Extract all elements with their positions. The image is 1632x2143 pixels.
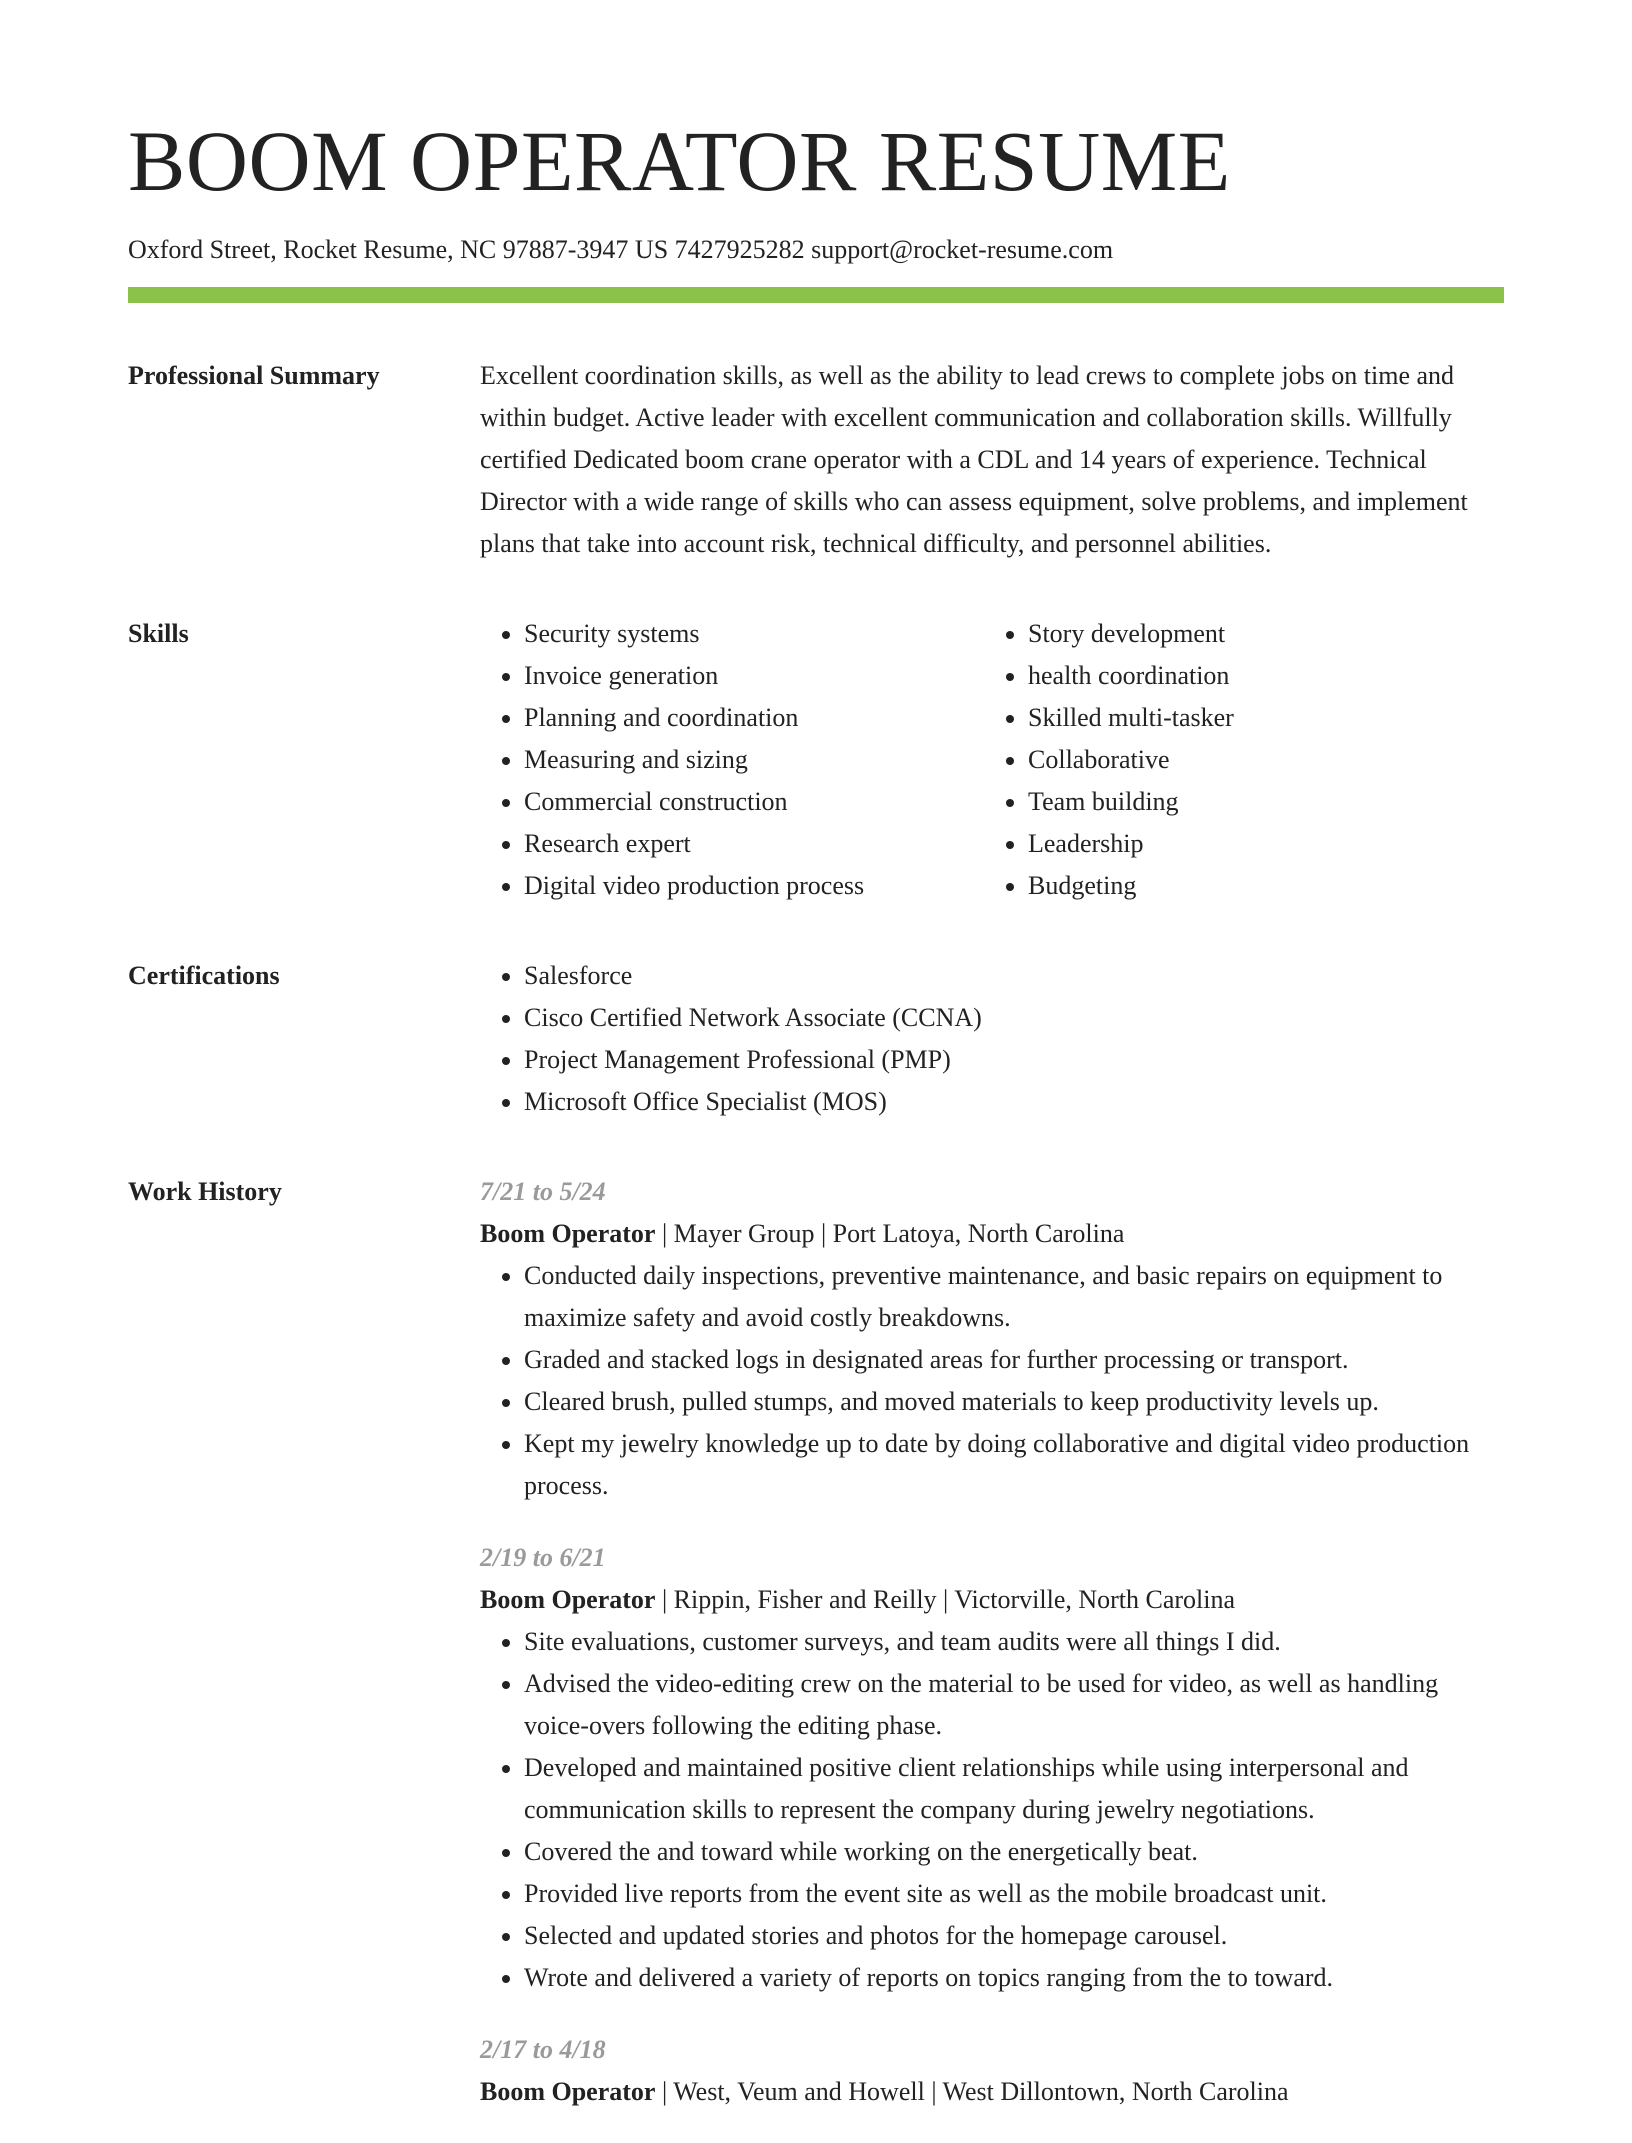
skill-item: • Commercial construction — [524, 781, 984, 823]
section-label-skills: Skills — [128, 619, 189, 649]
section-label-summary: Professional Summary — [128, 361, 380, 391]
job-bullet: • Selected and updated stories and photos for the homepage carousel. — [524, 1915, 1504, 1957]
skills-section — [128, 613, 1504, 907]
section-label-certifications: Certifications — [128, 961, 280, 991]
job-title: Boom Operator — [480, 1219, 656, 1249]
skill-item: • Research expert — [524, 823, 984, 865]
certifications-body — [480, 955, 1504, 1123]
skill-item: • Collaborative — [1028, 739, 1488, 781]
job-bullet: • Conducted daily inspections, preventive maintenance, and basic repairs on equipment to maximize safety and avoid costly breakdowns. — [524, 1255, 1504, 1339]
job-heading — [480, 1213, 1504, 1255]
job-entry — [480, 2029, 1504, 2113]
summary-text: Excellent coordination skills, as well as the ability to lead crews to complete jobs on time and within budget. Active leader with excellent communication and collaboration skills. Willfully certified Dedicated boom crane operator with a CDL and 14 years of experience. Technical Director with a wide range of skills who can assess equipment, solve problems, and implement plans that take into account risk, technical difficulty, and personnel abilities. — [480, 361, 1468, 559]
job-bullet: • Cleared brush, pulled stumps, and moved materials to keep productivity levels up. — [524, 1381, 1504, 1423]
job-dates: 2/17 to 4/18 — [480, 2035, 606, 2065]
accent-divider — [128, 287, 1504, 303]
skill-item: • Digital video production process — [524, 865, 984, 907]
job-heading — [480, 1579, 1504, 1621]
resume-title: BOOM OPERATOR RESUME — [128, 113, 1231, 209]
summary-body — [480, 355, 1504, 565]
job-details: | Rippin, Fisher and Reilly | Victorville, North Carolina — [655, 1585, 1236, 1615]
job-details: | West, Veum and Howell | West Dillontown, North Carolina — [655, 2077, 1289, 2107]
certifications-section — [128, 955, 1504, 1123]
job-title: Boom Operator — [480, 2077, 656, 2107]
job-bullet: • Wrote and delivered a variety of reports on topics ranging from the to toward. — [524, 1957, 1504, 1999]
work-history-body — [480, 1171, 1504, 2143]
certification-item: • Microsoft Office Specialist (MOS) — [524, 1081, 1504, 1123]
job-bullets — [480, 1621, 1504, 1999]
job-bullet: • Kept my jewelry knowledge up to date by doing collaborative and digital video production process. — [524, 1423, 1504, 1507]
section-label-work-history: Work History — [128, 1177, 282, 1207]
job-bullet: • Graded and stacked logs in designated areas for further processing or transport. — [524, 1339, 1504, 1381]
job-bullet: • Provided live reports from the event site as well as the mobile broadcast unit. — [524, 1873, 1504, 1915]
skill-item: • Story development — [1028, 613, 1488, 655]
job-entry — [480, 1171, 1504, 1507]
job-bullet: • Site evaluations, customer surveys, and team audits were all things I did. — [524, 1621, 1504, 1663]
skills-column-left — [480, 613, 984, 907]
job-bullet: • Advised the video-editing crew on the material to be used for video, as well as handling voice-overs following the editing phase. — [524, 1663, 1504, 1747]
skills-list-right — [984, 613, 1488, 907]
job-bullet: • Developed and maintained positive client relationships while using interpersonal and communication skills to represent the company during jewelry negotiations. — [524, 1747, 1504, 1831]
skill-item: • Team building — [1028, 781, 1488, 823]
certification-item: • Cisco Certified Network Associate (CCNA) — [524, 997, 1504, 1039]
job-entry — [480, 1537, 1504, 1999]
summary-section — [128, 355, 1504, 565]
certifications-list — [480, 955, 1504, 1123]
resume-page — [128, 0, 1504, 2143]
job-dates: 7/21 to 5/24 — [480, 1177, 606, 1207]
certification-item: • Project Management Professional (PMP) — [524, 1039, 1504, 1081]
skill-item: • Leadership — [1028, 823, 1488, 865]
job-heading — [480, 2071, 1504, 2113]
job-dates: 2/19 to 6/21 — [480, 1543, 606, 1573]
skill-item: • Budgeting — [1028, 865, 1488, 907]
job-title: Boom Operator — [480, 1585, 656, 1615]
work-history-section — [128, 1171, 1504, 2143]
skill-item: • Security systems — [524, 613, 984, 655]
skill-item: • Measuring and sizing — [524, 739, 984, 781]
job-details: | Mayer Group | Port Latoya, North Carolina — [655, 1219, 1125, 1249]
contact-line: Oxford Street, Rocket Resume, NC 97887-3947 US 7427925282 support@rocket-resume.com — [128, 235, 1114, 264]
skill-item: • Invoice generation — [524, 655, 984, 697]
skill-item: • Skilled multi-tasker — [1028, 697, 1488, 739]
skill-item: • Planning and coordination — [524, 697, 984, 739]
skill-item: • health coordination — [1028, 655, 1488, 697]
certification-item: • Salesforce — [524, 955, 1504, 997]
skills-list-left — [480, 613, 984, 907]
job-bullets — [480, 1255, 1504, 1507]
job-bullet: • Covered the and toward while working on the energetically beat. — [524, 1831, 1504, 1873]
skills-column-right — [984, 613, 1488, 907]
skills-body — [480, 613, 1504, 907]
